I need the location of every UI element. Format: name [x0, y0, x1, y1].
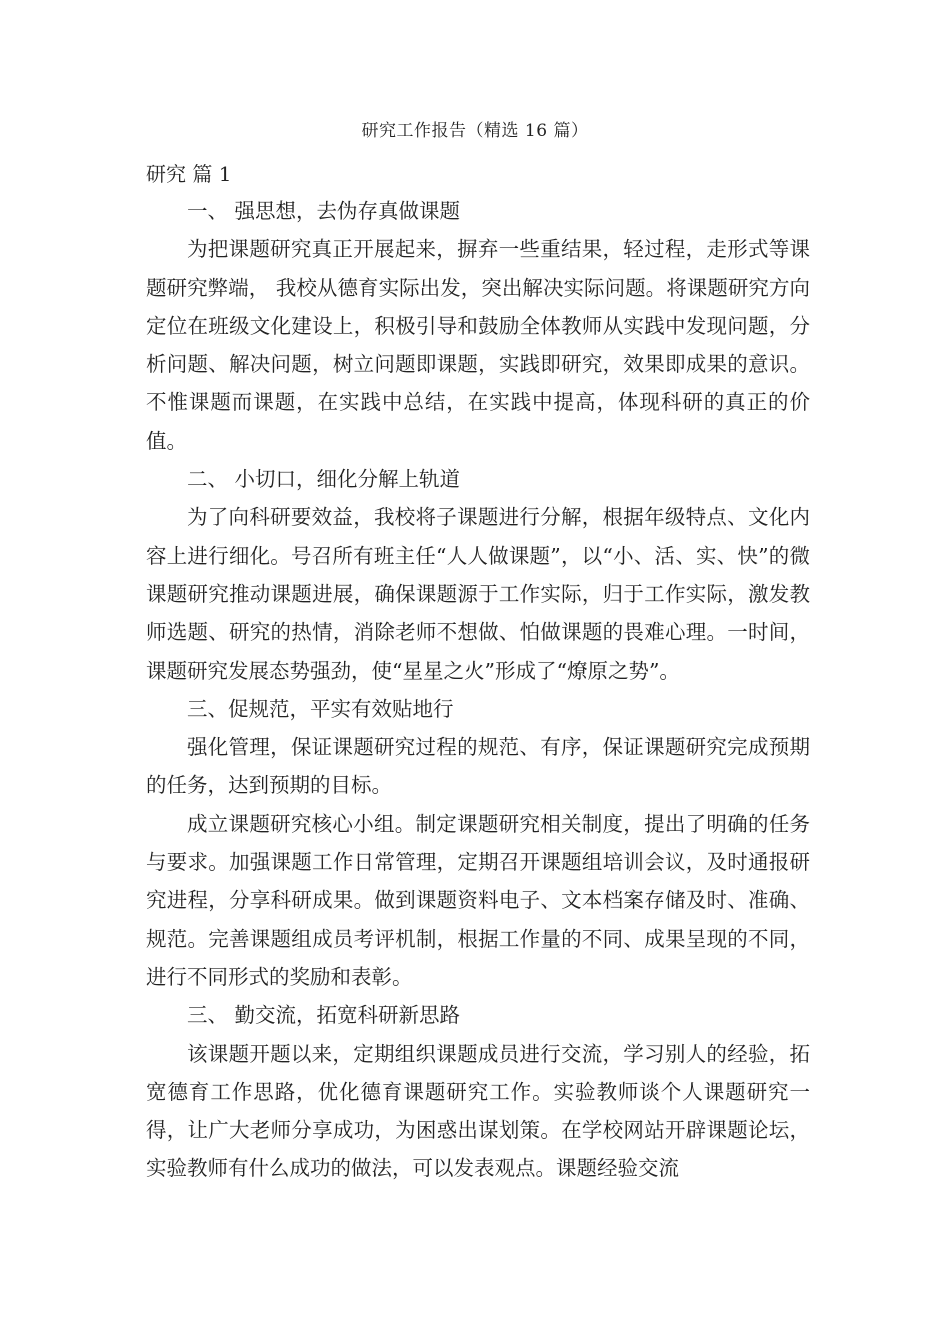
section-heading-2: 二、 小切口，细化分解上轨道	[187, 467, 461, 492]
chapter-heading: 研究 篇 1	[146, 162, 232, 186]
paragraph: 为了向科研要效益，我校将子课题进行分解，根据年级特点、文化内容上进行细化。号召所有班主任“人人做课题”，以“小、活、实、快”的微课题研究推动课题进展，确保课题源于工作实际，归于工作实际，激发教师选题、研究的热情，消除老师不想做、怕做课题的畏难心理。一时间，课题研究发展态势强劲，使“星星之火”形成了“燎原之势”。	[146, 505, 810, 683]
document-title: 研究工作报告（精选 16 篇）	[361, 121, 589, 141]
section-heading-3: 三、促规范，平实有效贴地行	[187, 696, 454, 721]
section-heading-4: 三、 勤交流，拓宽科研新思路	[187, 1003, 461, 1028]
paragraph: 为把课题研究真正开展起来，摒弃一些重结果，轻过程，走形式等课题研究弊端， 我校从德育实际出发，突出解决实际问题。将课题研究方向定位在班级文化建设上，积极引导和鼓励全体教师从实践中发现问题，分析问题、解决问题，树立问题即课题，实践即研究，效果即成果的意识。不惟课题而课题，在实践中总结，在实践中提高，体现科研的真正的价值。	[146, 237, 810, 453]
paragraph: 强化管理，保证课题研究过程的规范、有序，保证课题研究完成预期的任务，达到预期的目标。	[146, 735, 810, 798]
paragraph: 该课题开题以来，定期组织课题成员进行交流，学习别人的经验，拓宽德育工作思路，优化德育课题研究工作。实验教师谈个人课题研究一得，让广大老师分享成功，为困惑出谋划策。在学校网站开辟课题论坛，实验教师有什么成功的做法，可以发表观点。课题经验交流	[146, 1041, 810, 1181]
paragraph: 成立课题研究核心小组。制定课题研究相关制度，提出了明确的任务与要求。加强课题工作日常管理，定期召开课题组培训会议，及时通报研究进程，分享科研成果。做到课题资料电子、文本档案存储及时、准确、规范。完善课题组成员考评机制，根据工作量的不同、成果呈现的不同，进行不同形式的奖励和表彰。	[146, 811, 810, 989]
document-body	[146, 192, 810, 1188]
section-heading-1: 一、 强思想，去伪存真做课题	[187, 199, 461, 223]
